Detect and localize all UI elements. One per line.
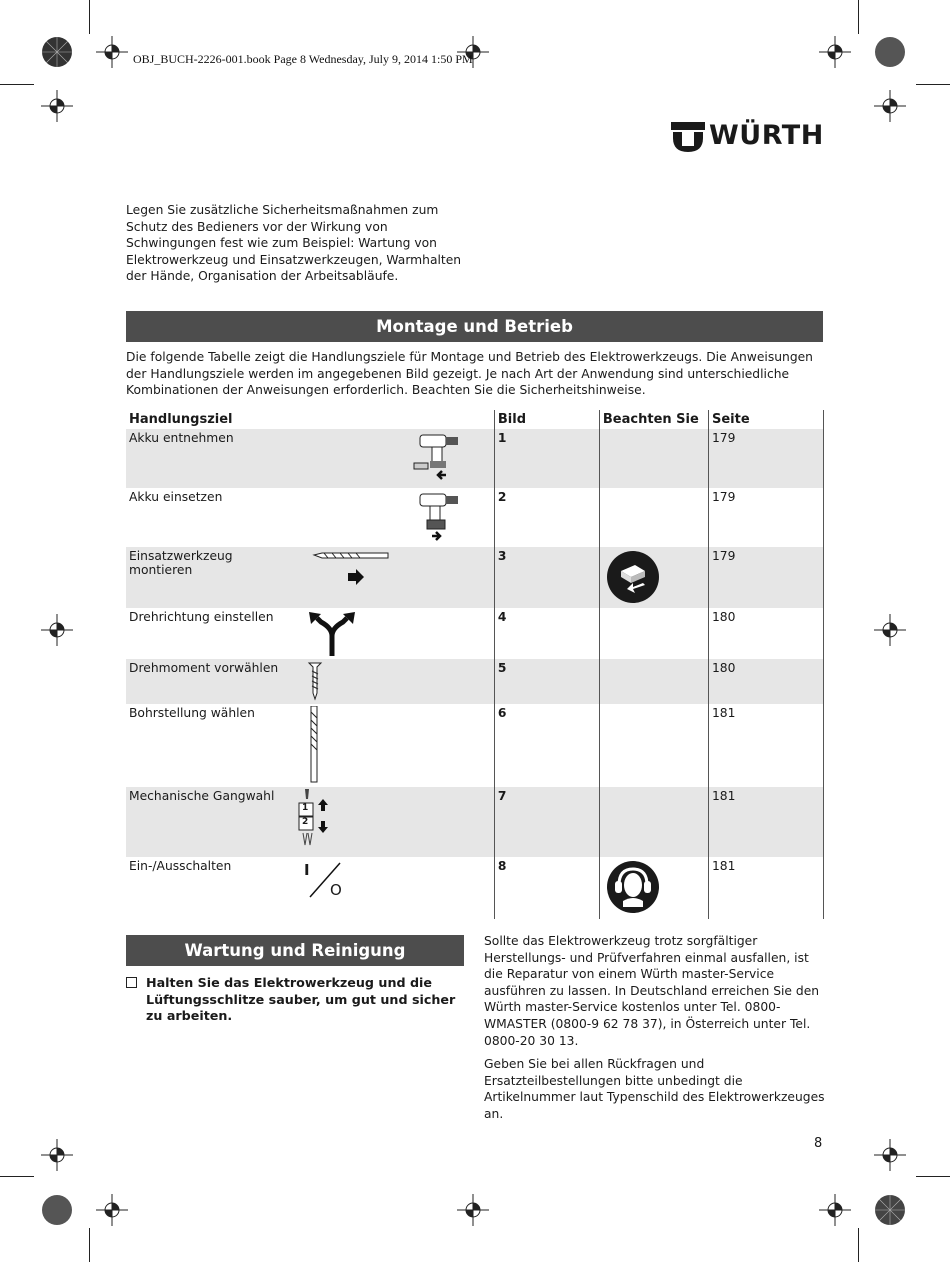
switch-label-on: I [303, 861, 310, 879]
row-image-number: 3 [494, 547, 599, 608]
table-row [126, 659, 824, 704]
table-row [126, 429, 824, 488]
table-header-row [126, 410, 824, 429]
row-page: 180 [708, 608, 823, 659]
hearing-protection-icon [605, 859, 661, 915]
maintenance-bullet-text: Halten Sie das Elektrowerkzeug und die Lüftungsschlitze sauber, um gut und sicher zu arbeiten. [146, 975, 456, 1024]
row-goal: Drehmoment vorwählen [126, 659, 289, 704]
wurth-logo [671, 118, 831, 158]
header-page: Seite [708, 410, 823, 429]
row-goal: Akku einsetzen [129, 490, 223, 504]
intro-paragraph: Legen Sie zusätzliche Sicherheitsmaßnahmen zum Schutz des Bedieners vor der Wirkung von Schwingungen fest wie zum Beispiel: Wartung von Elektrowerkzeug und Einsatzwerkzeugen, Warmhalten der Hände, Organisation der Arbeitsabläufe. [126, 203, 462, 284]
row-image-number: 6 [494, 704, 599, 787]
row-image-number: 4 [494, 608, 599, 659]
row-page: 181 [708, 787, 823, 857]
row-page: 181 [708, 704, 823, 787]
header-note: Beachten Sie [599, 410, 708, 429]
table-row [126, 608, 824, 659]
row-image-number: 2 [494, 488, 599, 547]
section-title-montage: Montage und Betrieb [126, 311, 823, 342]
maintenance-bullet [126, 975, 461, 1025]
row-goal: Einsatzwerkzeug montieren [126, 547, 289, 608]
row-goal: Bohrstellung wählen [129, 706, 255, 720]
section-lead-paragraph: Die folgende Tabelle zeigt die Handlungsziele für Montage und Betrieb des Elektrowerkzeugs. Die Anweisungen der Handlungsziele werden im angegebenen Bild gezeigt. Je nach Art der Anwendung sind unterschiedliche Kombinationen der Anweisungen erforderlich. Beachten Sie die Sicherheitshinweise. [126, 350, 813, 398]
gear-label-2: 2 [301, 817, 309, 827]
twist-drill-icon [307, 706, 321, 784]
order-paragraph: Geben Sie bei allen Rückfragen und Ersatzteilbestellungen bitte unbedingt die Artikelnummer laut Typenschild des Elektrowerkzeuges an. [484, 1057, 825, 1121]
service-column [484, 933, 829, 1130]
checkbox-bullet-icon [126, 977, 137, 988]
gear-selection-icon [297, 789, 337, 851]
row-goal: Mechanische Gangwahl [126, 787, 289, 857]
row-image-number: 5 [494, 659, 599, 704]
action-table [126, 410, 824, 919]
drill-battery-insert-icon [412, 490, 472, 544]
row-page: 179 [708, 547, 823, 608]
book-header-line: OBJ_BUCH-2226-001.book Page 8 Wednesday, July 9, 2014 1:50 PM [133, 52, 473, 66]
page-number: 8 [814, 1136, 823, 1151]
drill-bit-icon [312, 549, 392, 589]
header-image: Bild [494, 410, 599, 429]
row-page: 181 [708, 857, 823, 919]
table-row [126, 704, 824, 787]
row-page: 180 [708, 659, 823, 704]
row-goal: Ein-/Ausschalten [129, 859, 232, 873]
row-image-number: 1 [494, 429, 599, 488]
row-image-number: 8 [494, 857, 599, 919]
direction-arrows-icon [307, 610, 361, 656]
table-row [126, 857, 824, 919]
table-row [126, 547, 824, 608]
wurth-emblem-icon [671, 118, 705, 154]
row-goal: Akku entnehmen [126, 429, 289, 488]
on-off-switch-icon [302, 859, 346, 901]
row-page: 179 [708, 488, 823, 547]
header-goal: Handlungsziel [129, 412, 233, 427]
row-page: 179 [708, 429, 823, 488]
row-image-number: 7 [494, 787, 599, 857]
switch-label-off: O [329, 881, 342, 899]
wurth-logo-text: WÜRTH [709, 120, 824, 151]
table-row [126, 488, 824, 547]
screw-icon [307, 661, 323, 701]
gear-label-1: 1 [301, 803, 309, 813]
header-image-spacer [289, 410, 494, 429]
drill-battery-remove-icon [412, 431, 472, 485]
service-paragraph: Sollte das Elektrowerkzeug trotz sorgfältiger Herstellungs- und Prüfverfahren einmal ausfallen, ist die Reparatur von einem Würth master-Service ausführen zu lassen. In Deutschland erreichen Sie den Würth master-Service kostenlos unter Tel. 0800-WMASTER (0800-9 62 78 37), in Österreich unter Tel. 0800-20 30 13. [484, 934, 820, 1048]
table-row [126, 787, 824, 857]
section-title-wartung: Wartung und Reinigung [126, 935, 464, 966]
row-goal: Drehrichtung einstellen [129, 610, 274, 624]
battery-removed-warning-icon [605, 549, 661, 605]
